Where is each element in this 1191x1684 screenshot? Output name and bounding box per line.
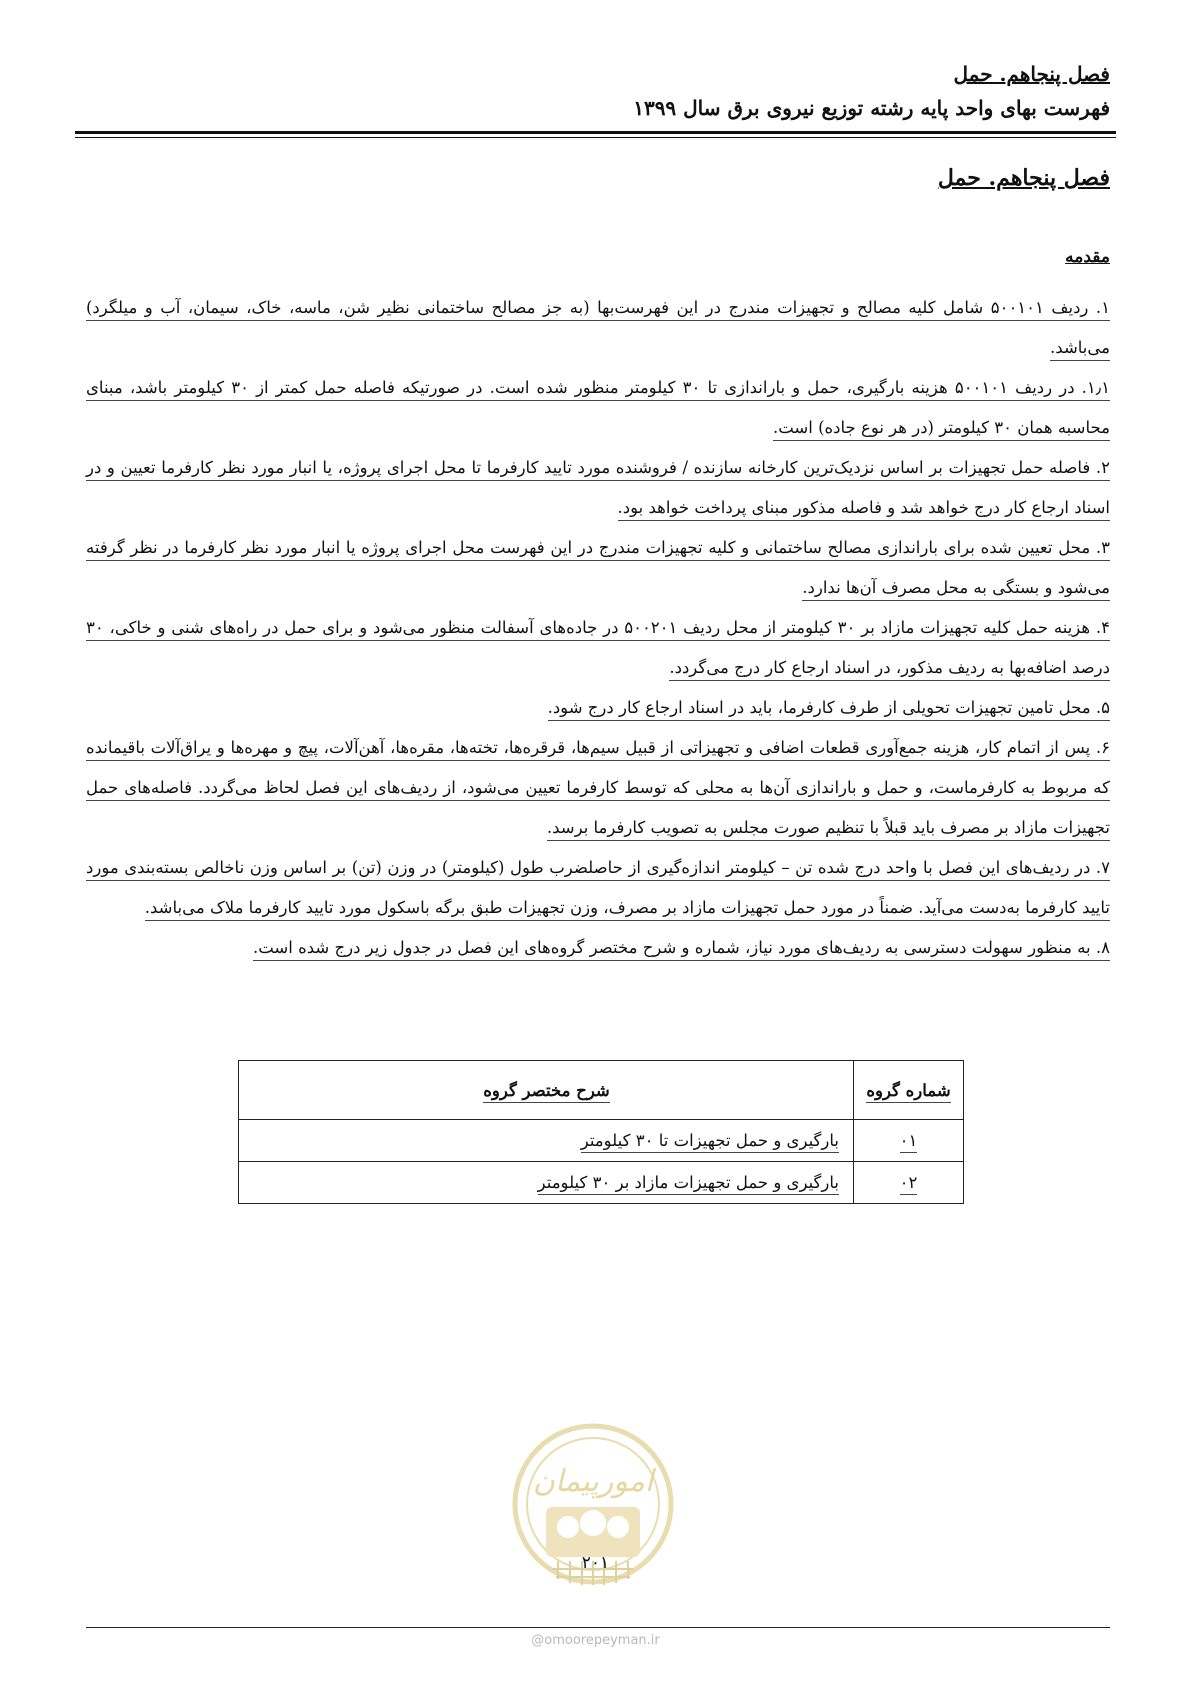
header-group-number: شماره گروه <box>854 1061 964 1120</box>
paragraph <box>86 288 1110 368</box>
header-rule-thick <box>75 131 1116 134</box>
running-header-chapter: فصل پنجاهم. حمل <box>953 62 1110 86</box>
paragraph-text: ۷. در ردیف‌های این فصل با واحد درج شده تن – کیلومتر اندازه‌گیری از حاصلضرب طول (کیلومتر) در وزن (تن) بر اساس وزن ناخالص بسته‌بندی مورد تایید کارفرما به‌دست می‌آید. ضمناً در مورد حمل تجهیزات مازاد بر مصرف، وزن تجهیزات طبق برگه باسکول مورد تایید کارفرما ملاک می‌باشد. <box>86 858 1110 921</box>
paragraph <box>86 848 1110 928</box>
paragraph-text: ۲. فاصله حمل تجهیزات بر اساس نزدیک‌ترین کارخانه سازنده / فروشنده مورد تایید کارفرما تا محل اجرای پروژه، یا انبار مورد نظر کارفرما تعیین و در اسناد ارجاع کار درج خواهد شد و فاصله مذکور مبنای پرداخت خواهد بود. <box>86 458 1110 521</box>
intro-body <box>86 288 1110 968</box>
group-table <box>238 1060 964 1204</box>
group-number-cell: ۰۲ <box>854 1162 964 1204</box>
paragraph-text: ۳. محل تعیین شده برای باراندازی مصالح ساختمانی و کلیه تجهیزات مندرج در این فهرست محل اجرای پروژه یا انبار مورد نظر کارفرما در نظر گرفته می‌شود و بستگی به محل مصرف آن‌ها ندارد. <box>86 538 1110 601</box>
running-header-title: فهرست بهای واحد پایه رشته توزیع نیروی برق سال ۱۳۹۹ <box>633 96 1110 120</box>
paragraph-text: ۶. پس از اتمام کار، هزینه جمع‌آوری قطعات اضافی و تجهیزاتی از قبیل سیم‌ها، قرقره‌ها، تخته‌ها، مقره‌ها، آهن‌آلات، پیچ و مهره‌ها و یراق‌آلات باقیمانده که مربوط به کارفرماست، و حمل و باراندازی آن‌ها به محلی که توسط کارفرما تعیین می‌شود، از ردیف‌های این فصل لحاظ می‌گردد. فاصله‌های حمل تجهیزات مازاد بر مصرف باید قبلاً با تنظیم صورت مجلس به تصویب کارفرما برسد. <box>86 738 1110 841</box>
header-group-description: شرح مختصر گروه <box>239 1061 854 1120</box>
intro-heading: مقدمه <box>1065 247 1110 267</box>
group-number-cell: ۰۱ <box>854 1120 964 1162</box>
header-rule-thin <box>75 137 1116 138</box>
group-description-cell: بارگیری و حمل تجهیزات تا ۳۰ کیلومتر <box>239 1120 854 1162</box>
paragraph <box>86 928 1110 968</box>
paragraph-text: ۴. هزینه حمل کلیه تجهیزات مازاد بر ۳۰ کیلومتر از محل ردیف ۵۰۰۲۰۱ در جاده‌های آسفالت منظور می‌شود و برای حمل در راه‌های شنی و خاکی، ۳۰ درصد اضافه‌بها به ردیف مذکور، در اسناد ارجاع کار درج می‌گردد. <box>86 618 1110 681</box>
page-number: ۲۰۱ <box>581 1553 610 1573</box>
chapter-title: فصل پنجاهم. حمل <box>937 165 1110 191</box>
paragraph <box>86 688 1110 728</box>
footer-watermark: @omoorepeyman.ir <box>531 1633 660 1648</box>
paragraph-text: ۵. محل تامین تجهیزات تحویلی از طرف کارفرما، باید در اسناد ارجاع کار درج شود. <box>548 698 1110 721</box>
paragraph <box>86 368 1110 448</box>
paragraph <box>86 528 1110 608</box>
paragraph <box>86 448 1110 528</box>
table-row <box>239 1120 964 1162</box>
paragraph <box>86 728 1110 848</box>
paragraph-text: ۱. ردیف ۵۰۰۱۰۱ شامل کلیه مصالح و تجهیزات مندرج در این فهرست‌بها (به جز مصالح ساختمانی نظیر شن، ماسه، خاک، سیمان، آب و میلگرد) می‌باشد. <box>86 298 1110 361</box>
table-row <box>239 1162 964 1204</box>
paragraph-text: ۱٫۱. در ردیف ۵۰۰۱۰۱ هزینه بارگیری، حمل و باراندازی تا ۳۰ کیلومتر منظور شده است. در صورتیکه فاصله حمل کمتر از ۳۰ کیلومتر باشد، مبنای محاسبه همان ۳۰ کیلومتر (در هر نوع جاده) است. <box>86 378 1110 441</box>
table-header-row <box>239 1061 964 1120</box>
group-description-cell: بارگیری و حمل تجهیزات مازاد بر ۳۰ کیلومتر <box>239 1162 854 1204</box>
paragraph-text: ۸. به منظور سهولت دسترسی به ردیف‌های مورد نیاز، شماره و شرح مختصر گروه‌های این فصل در جدول زیر درج شده است. <box>253 938 1110 961</box>
footer-rule <box>86 1627 1110 1628</box>
svg-text:امورپیمان: امورپیمان <box>532 1464 654 1499</box>
paragraph <box>86 608 1110 688</box>
